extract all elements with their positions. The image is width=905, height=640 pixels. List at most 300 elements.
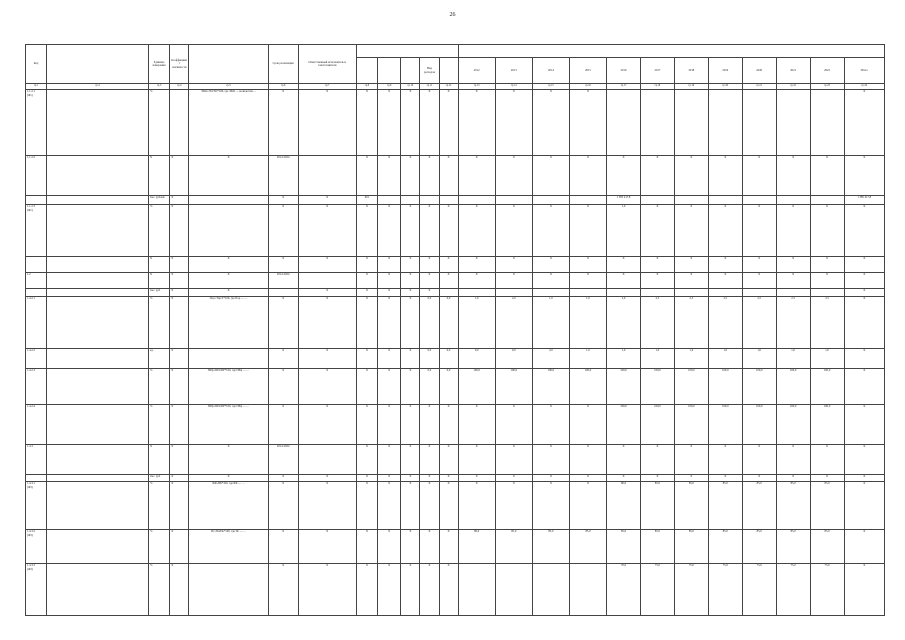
- table-cell: 100,0: [708, 405, 742, 445]
- table-cell: X: [458, 405, 495, 445]
- table-cell: 2,5: [674, 297, 708, 349]
- table-cell: тыс. руб: [149, 289, 170, 297]
- table-cell: X: [569, 475, 606, 482]
- table-cell: X: [776, 475, 810, 482]
- table-cell: X: [495, 482, 532, 530]
- table-row: [26, 475, 885, 482]
- table-cell: X: [378, 205, 401, 257]
- table-cell: 1,0: [569, 349, 606, 369]
- table-row: [26, 205, 885, 257]
- table-cell: X: [356, 445, 377, 475]
- table-cell: [439, 289, 458, 297]
- table-cell: 2,5: [640, 297, 674, 349]
- table-cell: X: [674, 257, 708, 273]
- table-cell: X: [439, 475, 458, 482]
- table-cell: %: [149, 530, 170, 564]
- table-row: [26, 90, 885, 156]
- table-cell: [47, 90, 149, 156]
- header-year: 2016: [607, 58, 641, 84]
- table-cell: 1,0: [810, 349, 844, 369]
- table-cell: X: [640, 257, 674, 273]
- header-year: 2022: [810, 58, 844, 84]
- table-cell: X: [776, 445, 810, 475]
- table-cell: X: [378, 369, 401, 405]
- table-cell: 85,0: [640, 482, 674, 530]
- table-cell: X: [420, 405, 439, 445]
- header-term: Срок реализации: [268, 45, 298, 84]
- table-cell: X: [674, 273, 708, 289]
- table-cell: X: [420, 482, 439, 530]
- table-cell: X: [298, 405, 356, 445]
- table-cell: X: [458, 156, 495, 196]
- table-cell: X: [810, 156, 844, 196]
- table-cell: X: [420, 90, 439, 156]
- table-cell: [439, 196, 458, 205]
- column-number: гр.21: [742, 84, 776, 90]
- table-cell: 100,0: [532, 369, 569, 405]
- table-cell: X: [776, 205, 810, 257]
- table-cell: X: [170, 289, 189, 297]
- header-years-group: [458, 45, 884, 58]
- table-cell: 100,0: [742, 369, 776, 405]
- table-cell: 85,0: [607, 530, 641, 564]
- table-cell: X: [439, 564, 458, 616]
- table-cell: X: [607, 257, 641, 273]
- table-cell: X: [495, 445, 532, 475]
- table-cell: 100,0: [640, 369, 674, 405]
- table-cell: X: [170, 564, 189, 616]
- table-cell: 1.4.3.2 (Ф3): [26, 530, 47, 564]
- table-cell: X: [298, 564, 356, 616]
- table-cell: ПРф=ПРп/ПР*100, где ПРф — …: [189, 369, 269, 405]
- table-cell: 1 385 417,8: [607, 196, 641, 205]
- table-cell: X: [569, 90, 606, 156]
- table-cell: X: [298, 289, 356, 297]
- table-cell: X: [708, 205, 742, 257]
- table-cell: X: [268, 475, 298, 482]
- table-cell: [47, 369, 149, 405]
- table-cell: [708, 289, 742, 297]
- column-number: гр.24: [844, 84, 885, 90]
- column-number: гр.2: [47, 84, 149, 90]
- table-cell: [26, 289, 47, 297]
- table-cell: X: [640, 156, 674, 196]
- table-cell: ед.: [149, 349, 170, 369]
- table-row: [26, 369, 885, 405]
- table-row: [26, 289, 885, 297]
- table-cell: X: [569, 257, 606, 273]
- table-cell: БФ=ПБ*100, где БФ — …: [189, 482, 269, 530]
- table-cell: X: [189, 257, 269, 273]
- table-cell: 2,5: [742, 297, 776, 349]
- table-cell: 1,0: [708, 349, 742, 369]
- table-cell: X: [532, 475, 569, 482]
- table-cell: [170, 90, 189, 156]
- table-cell: X: [776, 156, 810, 196]
- table-cell: 1.4.2.1: [26, 297, 47, 349]
- table-cell: X: [458, 90, 495, 156]
- table-cell: 100,0: [607, 369, 641, 405]
- table-cell: X: [420, 257, 439, 273]
- header-year: 2018: [674, 58, 708, 84]
- table-row: [26, 156, 885, 196]
- table-cell: X: [298, 257, 356, 273]
- table-row: [26, 273, 885, 289]
- table-cell: X: [268, 369, 298, 405]
- table-cell: %: [149, 564, 170, 616]
- table-cell: X: [844, 564, 885, 616]
- table-cell: 1.4.2.4: [26, 405, 47, 445]
- table-cell: [47, 205, 149, 257]
- table-cell: X: [420, 205, 439, 257]
- table-cell: 0,0: [420, 297, 439, 349]
- table-cell: 80,0: [607, 482, 641, 530]
- table-cell: 1,0: [776, 349, 810, 369]
- table-cell: [776, 90, 810, 156]
- table-cell: 1,0: [607, 349, 641, 369]
- table-cell: X: [401, 405, 420, 445]
- table-cell: %: [149, 205, 170, 257]
- table-cell: [47, 475, 149, 482]
- header-budget-article: [401, 58, 420, 84]
- table-cell: X: [401, 273, 420, 289]
- table-cell: X: [844, 530, 885, 564]
- column-number: гр.7: [298, 84, 356, 90]
- table-cell: X: [607, 156, 641, 196]
- table-cell: [401, 196, 420, 205]
- table-cell: X: [268, 405, 298, 445]
- table-row: [26, 349, 885, 369]
- table-cell: X: [170, 530, 189, 564]
- table-cell: [810, 90, 844, 156]
- table-cell: X: [356, 369, 377, 405]
- header-name: [47, 45, 149, 84]
- table-cell: 1 385 417,8: [844, 196, 885, 205]
- table-cell: X: [708, 156, 742, 196]
- table-cell: 100,0: [742, 405, 776, 445]
- table-cell: 100,0: [640, 405, 674, 445]
- table-cell: [674, 196, 708, 205]
- table-cell: 2,0: [495, 297, 532, 349]
- table-cell: 0,0: [495, 349, 532, 369]
- table-cell: X: [569, 445, 606, 475]
- table-cell: 1.4.3: [26, 445, 47, 475]
- table-cell: X: [401, 530, 420, 564]
- table-cell: X: [607, 475, 641, 482]
- table-cell: X: [356, 530, 377, 564]
- table-cell: X: [674, 475, 708, 482]
- table-cell: X: [458, 475, 495, 482]
- table-cell: [640, 196, 674, 205]
- table-cell: X: [401, 289, 420, 297]
- table-row: [26, 297, 885, 349]
- table-cell: X: [298, 297, 356, 349]
- table-cell: 2,5: [708, 297, 742, 349]
- table-cell: [298, 273, 356, 289]
- table-cell: 0,0: [420, 349, 439, 369]
- table-cell: 70,0: [607, 564, 641, 616]
- table-cell: 100,0: [810, 369, 844, 405]
- table-cell: [674, 90, 708, 156]
- table-cell: X: [378, 90, 401, 156]
- table-cell: X: [495, 475, 532, 482]
- table-cell: X: [149, 156, 170, 196]
- table-cell: X: [569, 405, 606, 445]
- table-cell: X: [495, 405, 532, 445]
- table-cell: X: [268, 530, 298, 564]
- table-cell: 100,0: [810, 405, 844, 445]
- header-budget-code: [356, 58, 377, 84]
- table-cell: %: [149, 405, 170, 445]
- table-cell: [458, 196, 495, 205]
- header-budget-type: Вид расходов: [420, 58, 439, 84]
- table-cell: 1.4.3.1 (Ф3): [26, 482, 47, 530]
- table-cell: X: [149, 273, 170, 289]
- table-cell: 100,0: [776, 405, 810, 445]
- table-cell: X: [458, 445, 495, 475]
- column-number: гр.15: [532, 84, 569, 90]
- table-cell: ЭКО=ЭО/ЭО*100, где ЭКО — количество…: [189, 90, 269, 156]
- table-cell: [495, 564, 532, 616]
- table-cell: X: [810, 205, 844, 257]
- table-cell: 100,0: [674, 405, 708, 445]
- table-cell: X: [708, 475, 742, 482]
- table-cell: X: [378, 475, 401, 482]
- table-cell: [810, 289, 844, 297]
- table-cell: X: [844, 297, 885, 349]
- table-cell: X: [378, 289, 401, 297]
- table-cell: 2,0: [532, 349, 569, 369]
- table-cell: X: [298, 90, 356, 156]
- table-cell: X: [170, 445, 189, 475]
- table-cell: [47, 530, 149, 564]
- table-cell: X: [170, 257, 189, 273]
- table-cell: %: [149, 482, 170, 530]
- table-cell: тыс. рублей: [149, 196, 170, 205]
- table-cell: X: [170, 297, 189, 349]
- table-cell: [47, 297, 149, 349]
- table-cell: 75,0: [810, 564, 844, 616]
- table-cell: [298, 156, 356, 196]
- table-cell: 85,0: [674, 482, 708, 530]
- table-cell: 1,0: [532, 297, 569, 349]
- table-cell: X: [356, 205, 377, 257]
- table-cell: 1.1.2.2: [26, 156, 47, 196]
- table-cell: X: [532, 90, 569, 156]
- table-cell: %: [149, 297, 170, 349]
- table-row: [26, 196, 885, 205]
- table-cell: X: [569, 273, 606, 289]
- table-cell: 0,0: [439, 349, 458, 369]
- table-cell: 75,0: [776, 564, 810, 616]
- table-cell: тыс. руб: [149, 475, 170, 482]
- table-cell: X: [532, 257, 569, 273]
- table-cell: X: [844, 475, 885, 482]
- table-cell: X: [298, 205, 356, 257]
- table-cell: X: [268, 257, 298, 273]
- table-cell: X: [532, 273, 569, 289]
- table-cell: X: [401, 564, 420, 616]
- table-cell: X: [439, 90, 458, 156]
- table-cell: X: [170, 482, 189, 530]
- table-cell: X: [439, 156, 458, 196]
- column-number: гр.1: [26, 84, 47, 90]
- table-cell: X: [356, 405, 377, 445]
- table-cell: X: [708, 273, 742, 289]
- table-cell: 1.1.2.1 (Ф1): [26, 90, 47, 156]
- table-cell: 75,0: [742, 564, 776, 616]
- table-cell: X: [495, 273, 532, 289]
- column-number: гр.12: [439, 84, 458, 90]
- table-cell: X: [170, 273, 189, 289]
- table-cell: X: [298, 369, 356, 405]
- table-cell: 1.4.2.2: [26, 349, 47, 369]
- table-cell: X: [776, 273, 810, 289]
- table-cell: X: [268, 349, 298, 369]
- table-cell: [495, 289, 532, 297]
- table-cell: X: [401, 369, 420, 405]
- table-cell: X: [268, 564, 298, 616]
- header-year: 2014: [532, 58, 569, 84]
- table-cell: [532, 289, 569, 297]
- table-cell: X: [298, 482, 356, 530]
- table-cell: 85,0: [708, 530, 742, 564]
- table-cell: X: [458, 482, 495, 530]
- table-cell: X: [640, 475, 674, 482]
- table-cell: %: [149, 369, 170, 405]
- table-cell: [532, 196, 569, 205]
- table-cell: 2,5: [810, 297, 844, 349]
- table-cell: X: [810, 445, 844, 475]
- table-cell: X: [420, 530, 439, 564]
- table-cell: X: [458, 273, 495, 289]
- table-cell: X: [569, 156, 606, 196]
- table-cell: X: [401, 90, 420, 156]
- table-cell: [708, 90, 742, 156]
- header-weight: Коэффициент значимости: [170, 45, 189, 84]
- table-cell: X: [742, 445, 776, 475]
- header-year: 2015: [569, 58, 606, 84]
- table-cell: ПРф=ПРп/ПР*100, где ПРф — …: [189, 405, 269, 445]
- table-cell: 85,0: [810, 530, 844, 564]
- table-cell: X: [189, 475, 269, 482]
- table-cell: 100,0: [495, 369, 532, 405]
- table-cell: X: [439, 405, 458, 445]
- header-year: 2019: [708, 58, 742, 84]
- table-cell: 85,0: [674, 530, 708, 564]
- table-cell: X: [495, 205, 532, 257]
- table-cell: 0,0: [458, 349, 495, 369]
- table-cell: X: [439, 445, 458, 475]
- table-cell: X: [776, 257, 810, 273]
- table-row: [26, 530, 885, 564]
- table-cell: [458, 289, 495, 297]
- header-year: 2021: [776, 58, 810, 84]
- table-cell: X: [356, 289, 377, 297]
- table-cell: X: [170, 369, 189, 405]
- table-cell: [47, 482, 149, 530]
- table-cell: 85,0: [742, 530, 776, 564]
- table-cell: X: [844, 205, 885, 257]
- table-cell: [47, 445, 149, 475]
- table-cell: Пс=Пп/Пк*100, где Пс — …: [189, 530, 269, 564]
- table-cell: [298, 445, 356, 475]
- table-cell: X: [844, 273, 885, 289]
- table-cell: X: [674, 205, 708, 257]
- table-cell: [776, 289, 810, 297]
- table-cell: 100,0: [458, 369, 495, 405]
- table-cell: X: [439, 482, 458, 530]
- table-cell: X: [170, 349, 189, 369]
- table-cell: [189, 196, 269, 205]
- table-cell: 1,0: [569, 297, 606, 349]
- table-cell: X: [378, 349, 401, 369]
- table-cell: X: [844, 90, 885, 156]
- table-cell: [26, 257, 47, 273]
- table-cell: [569, 196, 606, 205]
- table-cell: [189, 349, 269, 369]
- table-cell: X: [569, 205, 606, 257]
- table-cell: X: [420, 445, 439, 475]
- table-cell: X: [268, 196, 298, 205]
- header-unit: Единица измерения: [149, 45, 170, 84]
- table-cell: [532, 564, 569, 616]
- table-cell: 2,0: [607, 297, 641, 349]
- table-cell: [495, 196, 532, 205]
- column-number: гр.6: [268, 84, 298, 90]
- table-cell: X: [674, 445, 708, 475]
- table-cell: 75,0: [674, 564, 708, 616]
- table-cell: [569, 289, 606, 297]
- column-number: гр.10: [401, 84, 420, 90]
- table-cell: X: [356, 349, 377, 369]
- table-cell: X: [742, 273, 776, 289]
- table-cell: [420, 196, 439, 205]
- column-number: гр.9: [378, 84, 401, 90]
- table-cell: X: [439, 257, 458, 273]
- table-cell: X: [844, 289, 885, 297]
- table-cell: 85,0: [569, 530, 606, 564]
- header-year: 2020: [742, 58, 776, 84]
- table-cell: X: [810, 273, 844, 289]
- table-cell: [607, 289, 641, 297]
- table-cell: [47, 564, 149, 616]
- program-table-sheet: [25, 44, 885, 634]
- header-budget-extra: [439, 58, 458, 84]
- table-cell: X: [356, 156, 377, 196]
- table-cell: [674, 289, 708, 297]
- table-cell: X: [708, 257, 742, 273]
- table-cell: [640, 289, 674, 297]
- table-row: [26, 445, 885, 475]
- column-number: гр.11: [420, 84, 439, 90]
- table-cell: Пор=Тпр/Т*100, где Пор — …: [189, 297, 269, 349]
- table-cell: X: [532, 156, 569, 196]
- table-cell: [47, 257, 149, 273]
- table-cell: X: [458, 257, 495, 273]
- table-row: [26, 257, 885, 273]
- table-cell: 2014-2024: [268, 445, 298, 475]
- table-cell: X: [268, 90, 298, 156]
- table-cell: 1.2: [26, 273, 47, 289]
- table-cell: X: [844, 257, 885, 273]
- table-cell: 85,0: [776, 530, 810, 564]
- table-cell: 85,0: [640, 530, 674, 564]
- table-cell: [189, 564, 269, 616]
- table-cell: X: [189, 273, 269, 289]
- table-cell: X: [532, 445, 569, 475]
- table-cell: 2,5: [776, 297, 810, 349]
